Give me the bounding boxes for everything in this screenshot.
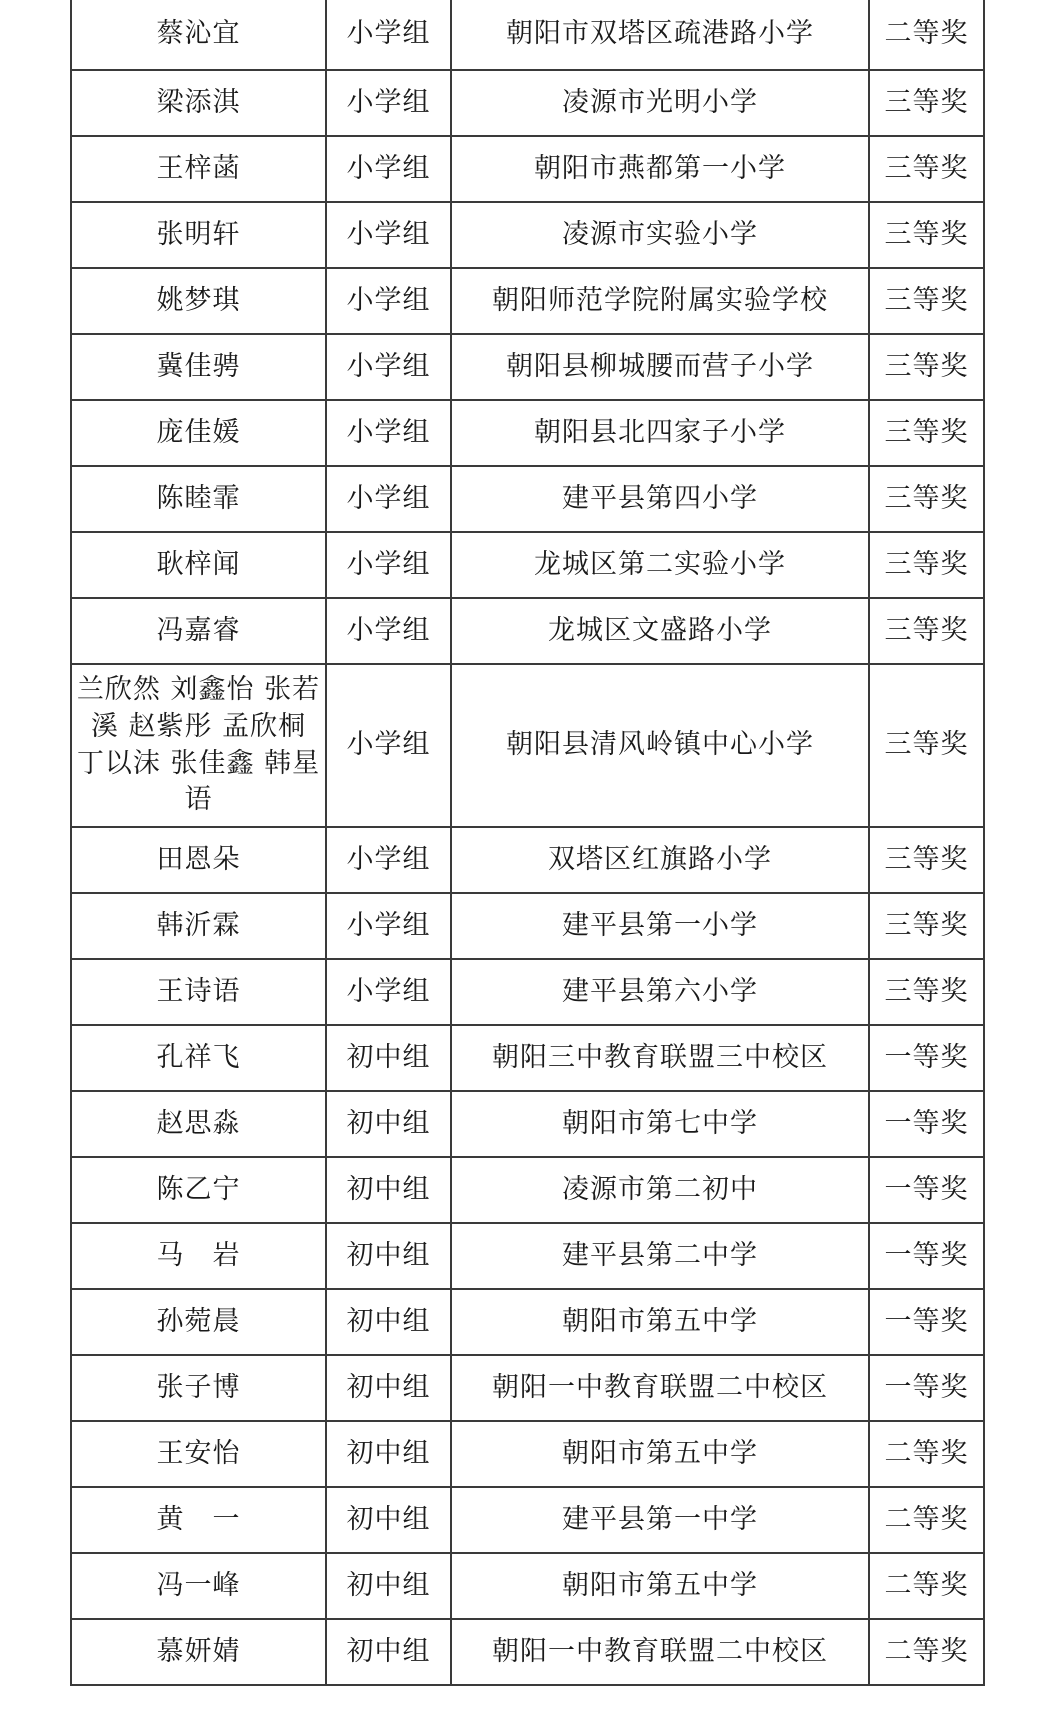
award-results-table xyxy=(70,0,985,1686)
group-cell: 小学组 xyxy=(326,400,451,466)
award-cell: 三等奖 xyxy=(869,466,984,532)
student-name-cell: 蔡沁宜 xyxy=(71,0,326,70)
table-row xyxy=(71,268,984,334)
student-name-cell: 冯嘉睿 xyxy=(71,598,326,664)
student-name-cell: 慕妍婧 xyxy=(71,1619,326,1685)
school-cell: 建平县第六小学 xyxy=(451,959,869,1025)
award-cell: 三等奖 xyxy=(869,893,984,959)
school-cell: 朝阳一中教育联盟二中校区 xyxy=(451,1355,869,1421)
student-name-cell: 田恩朵 xyxy=(71,827,326,893)
table-row xyxy=(71,664,984,827)
award-cell: 三等奖 xyxy=(869,70,984,136)
table-row xyxy=(71,1157,984,1223)
student-name-cell: 王安怡 xyxy=(71,1421,326,1487)
school-cell: 建平县第一中学 xyxy=(451,1487,869,1553)
school-cell: 朝阳县清风岭镇中心小学 xyxy=(451,664,869,827)
group-cell: 小学组 xyxy=(326,893,451,959)
group-cell: 小学组 xyxy=(326,664,451,827)
group-cell: 初中组 xyxy=(326,1421,451,1487)
table-row xyxy=(71,893,984,959)
table-row xyxy=(71,1421,984,1487)
student-name-cell: 耿梓闻 xyxy=(71,532,326,598)
award-cell: 三等奖 xyxy=(869,400,984,466)
award-cell: 二等奖 xyxy=(869,1619,984,1685)
group-cell: 小学组 xyxy=(326,268,451,334)
award-cell: 三等奖 xyxy=(869,827,984,893)
award-cell: 二等奖 xyxy=(869,0,984,70)
table-row xyxy=(71,1553,984,1619)
student-name-cell: 冀佳骋 xyxy=(71,334,326,400)
award-cell: 一等奖 xyxy=(869,1223,984,1289)
school-cell: 朝阳市双塔区疏港路小学 xyxy=(451,0,869,70)
award-cell: 三等奖 xyxy=(869,202,984,268)
group-cell: 小学组 xyxy=(326,202,451,268)
group-cell: 小学组 xyxy=(326,136,451,202)
table-row xyxy=(71,532,984,598)
school-cell: 龙城区第二实验小学 xyxy=(451,532,869,598)
school-cell: 朝阳市第五中学 xyxy=(451,1553,869,1619)
table-row xyxy=(71,1289,984,1355)
school-cell: 朝阳师范学院附属实验学校 xyxy=(451,268,869,334)
school-cell: 朝阳一中教育联盟二中校区 xyxy=(451,1619,869,1685)
school-cell: 凌源市第二初中 xyxy=(451,1157,869,1223)
table-row xyxy=(71,334,984,400)
group-cell: 初中组 xyxy=(326,1487,451,1553)
group-cell: 小学组 xyxy=(326,598,451,664)
award-cell: 一等奖 xyxy=(869,1091,984,1157)
table-row xyxy=(71,0,984,70)
group-cell: 初中组 xyxy=(326,1619,451,1685)
table-row xyxy=(71,1091,984,1157)
student-name-cell: 陈乙宁 xyxy=(71,1157,326,1223)
group-cell: 初中组 xyxy=(326,1289,451,1355)
award-cell: 二等奖 xyxy=(869,1553,984,1619)
group-cell: 小学组 xyxy=(326,827,451,893)
school-cell: 朝阳市第五中学 xyxy=(451,1421,869,1487)
table-row xyxy=(71,1355,984,1421)
student-name-cell: 张子博 xyxy=(71,1355,326,1421)
school-cell: 朝阳县柳城腰而营子小学 xyxy=(451,334,869,400)
award-cell: 三等奖 xyxy=(869,532,984,598)
award-cell: 三等奖 xyxy=(869,136,984,202)
student-name-cell: 马 岩 xyxy=(71,1223,326,1289)
table-row xyxy=(71,400,984,466)
school-cell: 朝阳市第五中学 xyxy=(451,1289,869,1355)
student-name-cell: 韩沂霖 xyxy=(71,893,326,959)
school-cell: 朝阳市第七中学 xyxy=(451,1091,869,1157)
group-cell: 初中组 xyxy=(326,1025,451,1091)
student-name-cell: 庞佳媛 xyxy=(71,400,326,466)
table-row xyxy=(71,466,984,532)
group-cell: 小学组 xyxy=(326,466,451,532)
award-cell: 三等奖 xyxy=(869,598,984,664)
table-row xyxy=(71,1619,984,1685)
group-cell: 初中组 xyxy=(326,1157,451,1223)
award-cell: 三等奖 xyxy=(869,664,984,827)
award-cell: 一等奖 xyxy=(869,1355,984,1421)
student-name-cell: 黄 一 xyxy=(71,1487,326,1553)
group-cell: 小学组 xyxy=(326,70,451,136)
table-row xyxy=(71,136,984,202)
award-results-body xyxy=(71,0,984,1685)
student-name-cell: 张明轩 xyxy=(71,202,326,268)
group-cell: 初中组 xyxy=(326,1553,451,1619)
student-name-cell: 赵思淼 xyxy=(71,1091,326,1157)
school-cell: 双塔区红旗路小学 xyxy=(451,827,869,893)
award-cell: 二等奖 xyxy=(869,1421,984,1487)
group-cell: 小学组 xyxy=(326,0,451,70)
school-cell: 朝阳县北四家子小学 xyxy=(451,400,869,466)
table-row xyxy=(71,827,984,893)
school-cell: 凌源市实验小学 xyxy=(451,202,869,268)
school-cell: 建平县第一小学 xyxy=(451,893,869,959)
table-row xyxy=(71,1487,984,1553)
student-name-cell: 王诗语 xyxy=(71,959,326,1025)
table-row xyxy=(71,202,984,268)
group-cell: 小学组 xyxy=(326,334,451,400)
student-name-cell: 王梓菡 xyxy=(71,136,326,202)
group-cell: 小学组 xyxy=(326,532,451,598)
award-cell: 二等奖 xyxy=(869,1487,984,1553)
award-cell: 一等奖 xyxy=(869,1289,984,1355)
table-row xyxy=(71,1223,984,1289)
table-row xyxy=(71,1025,984,1091)
award-cell: 三等奖 xyxy=(869,959,984,1025)
group-cell: 小学组 xyxy=(326,959,451,1025)
student-name-cell: 梁添淇 xyxy=(71,70,326,136)
table-row xyxy=(71,70,984,136)
student-name-cell: 孙菀晨 xyxy=(71,1289,326,1355)
student-name-cell: 陈睦霏 xyxy=(71,466,326,532)
school-cell: 建平县第二中学 xyxy=(451,1223,869,1289)
award-cell: 三等奖 xyxy=(869,268,984,334)
group-cell: 初中组 xyxy=(326,1355,451,1421)
group-cell: 初中组 xyxy=(326,1091,451,1157)
school-cell: 凌源市光明小学 xyxy=(451,70,869,136)
table-row xyxy=(71,959,984,1025)
table-row xyxy=(71,598,984,664)
student-name-cell: 孔祥飞 xyxy=(71,1025,326,1091)
group-cell: 初中组 xyxy=(326,1223,451,1289)
school-cell: 建平县第四小学 xyxy=(451,466,869,532)
award-cell: 一等奖 xyxy=(869,1157,984,1223)
award-cell: 三等奖 xyxy=(869,334,984,400)
school-cell: 龙城区文盛路小学 xyxy=(451,598,869,664)
student-name-cell: 冯一峰 xyxy=(71,1553,326,1619)
school-cell: 朝阳市燕都第一小学 xyxy=(451,136,869,202)
student-name-cell: 兰欣然 刘鑫怡 张若溪 赵紫彤 孟欣桐 丁以沫 张佳鑫 韩星语 xyxy=(71,664,326,827)
award-cell: 一等奖 xyxy=(869,1025,984,1091)
student-name-cell: 姚梦琪 xyxy=(71,268,326,334)
school-cell: 朝阳三中教育联盟三中校区 xyxy=(451,1025,869,1091)
